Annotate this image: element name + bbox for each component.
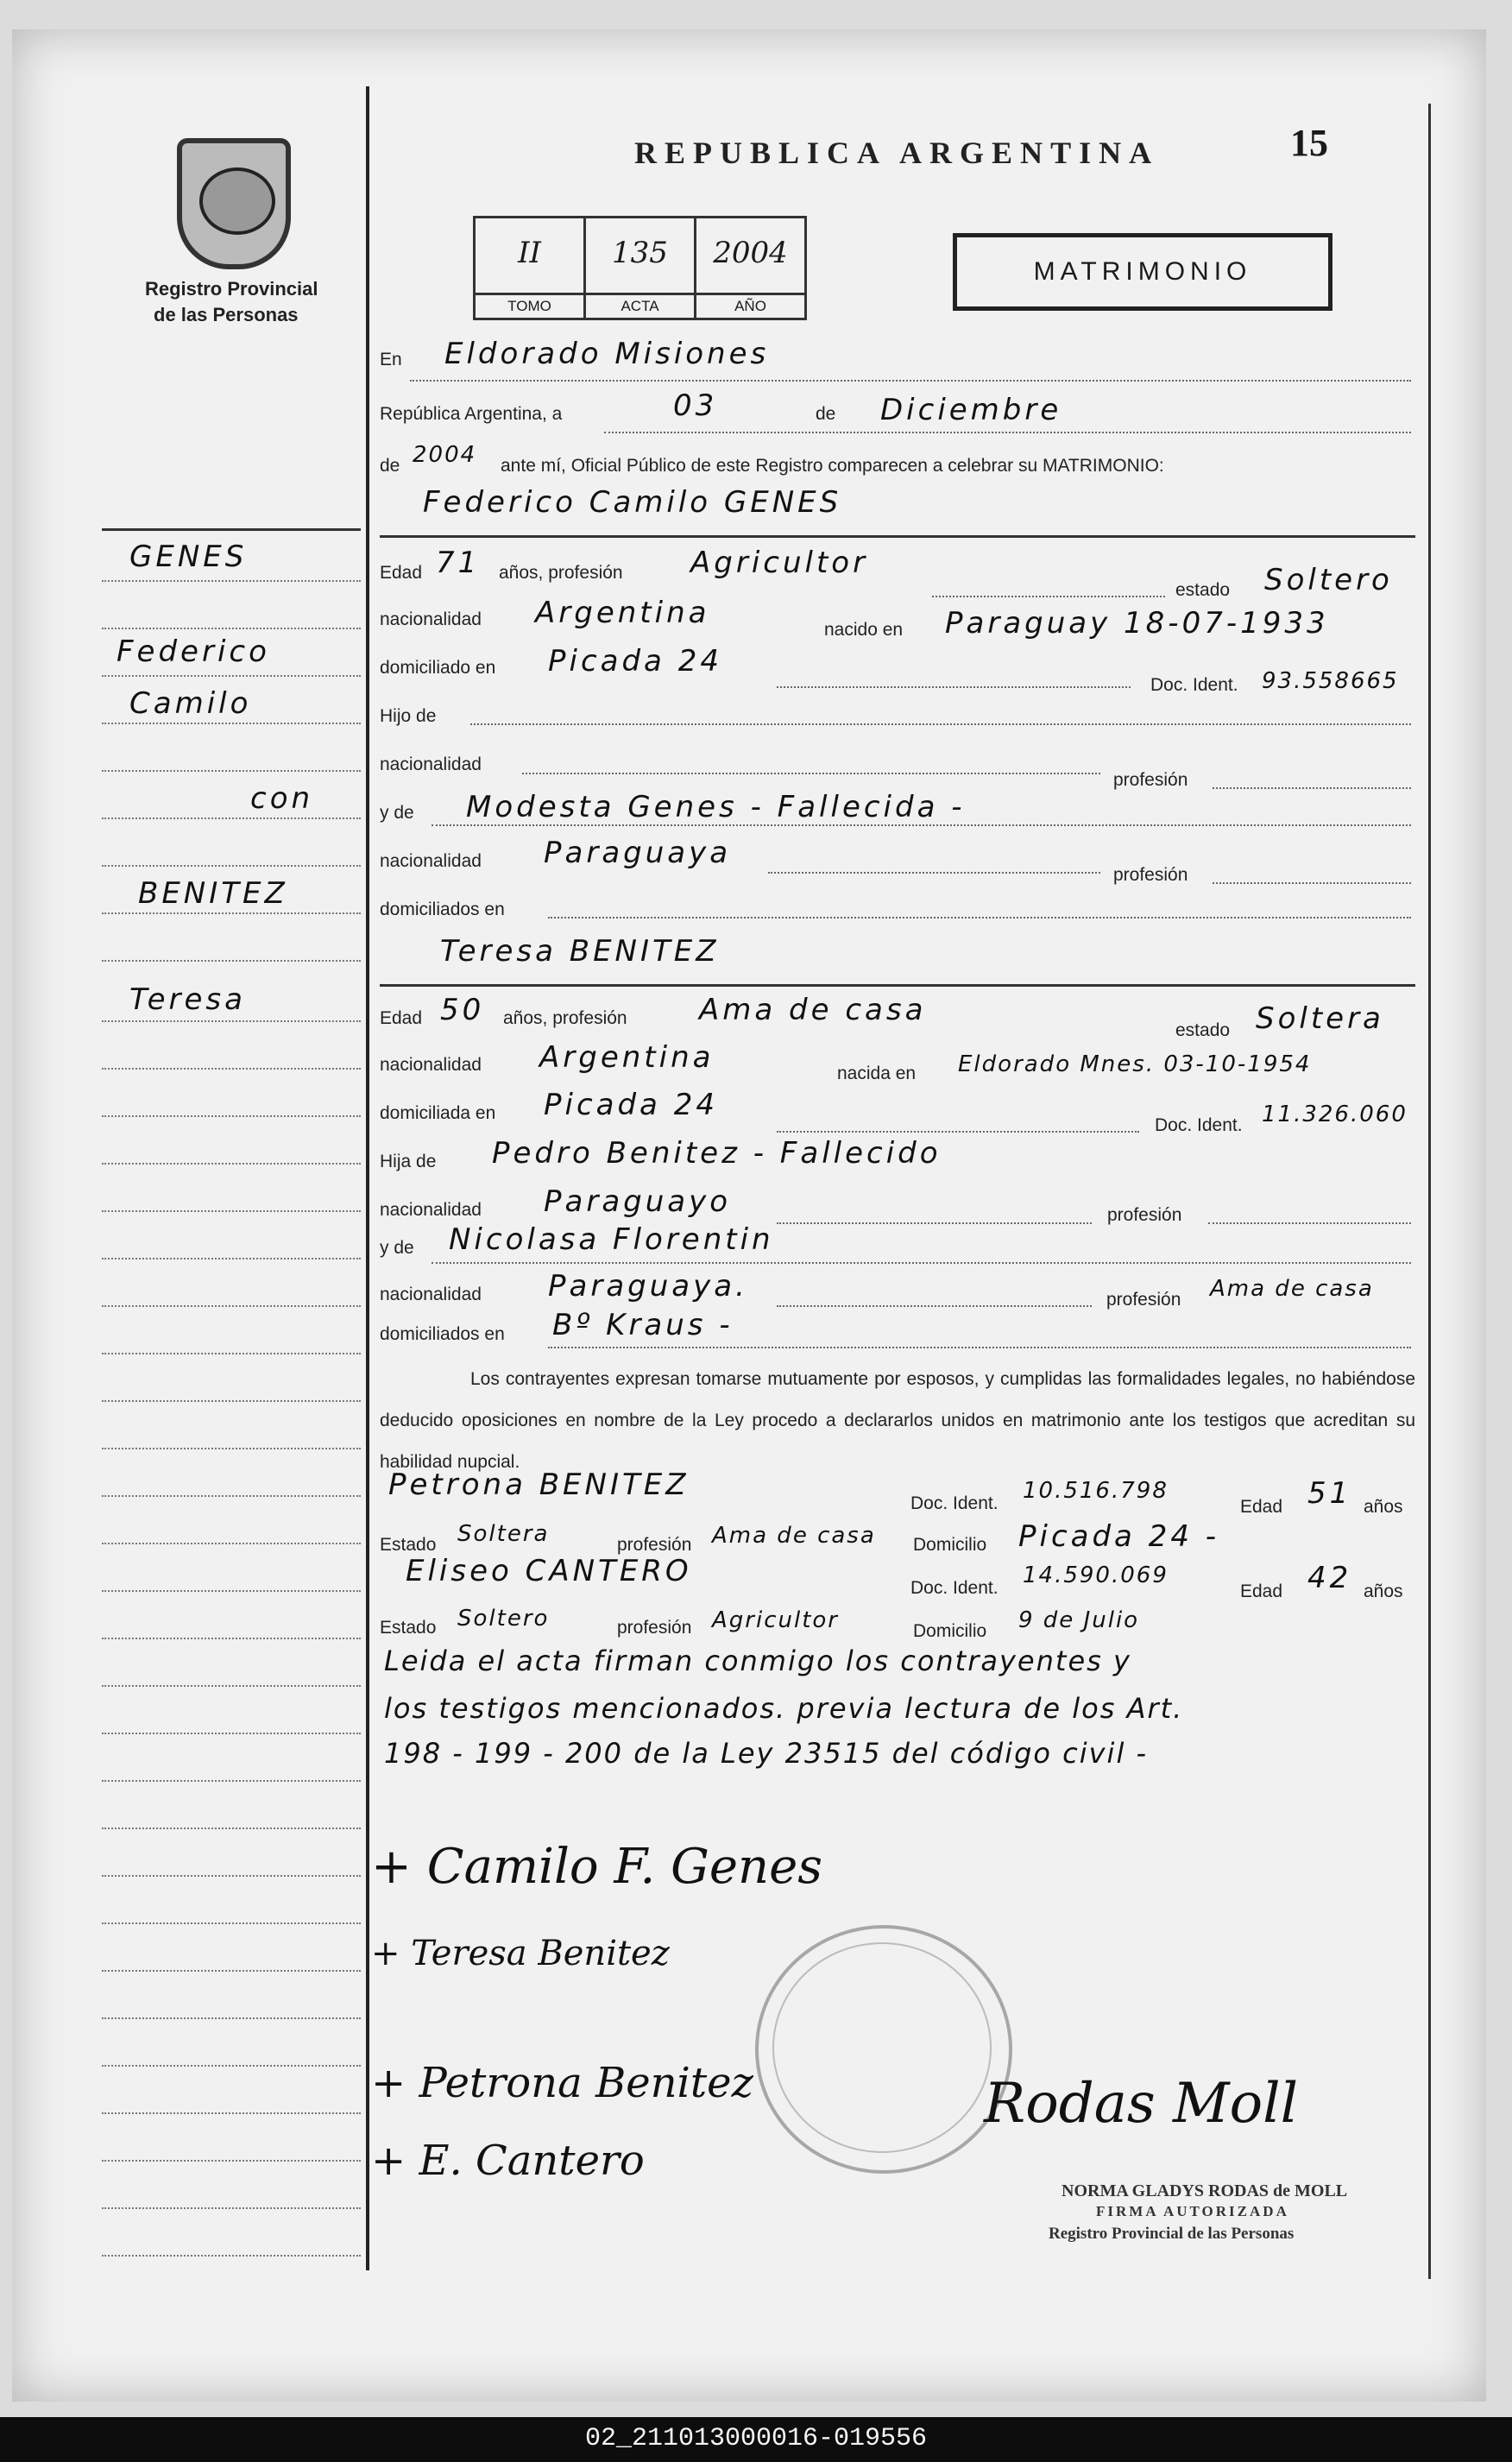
groom-father-nac-label: nacionalidad: [380, 754, 482, 774]
margin-groom-first: Federico: [117, 634, 270, 669]
bride-parents-address: Bº Kraus -: [552, 1308, 734, 1342]
witness2-estado-label: Estado: [380, 1618, 437, 1638]
groom-age: 71: [436, 546, 481, 580]
footer-id: 02_211013000016-019556: [584, 2424, 928, 2453]
country-title: REPUBLICA ARGENTINA: [634, 136, 1160, 170]
groom-address: Picada 24: [548, 644, 722, 679]
groom-mother-nac-label: nacionalidad: [380, 851, 482, 871]
witness2-address: 9 de Julio: [1018, 1607, 1140, 1633]
witness2-edad-label: Edad: [1240, 1581, 1283, 1601]
day-value: 03: [673, 388, 718, 423]
bride-mother: Nicolasa Florentin: [449, 1222, 774, 1257]
witness2-age: 42: [1307, 1561, 1352, 1595]
republica-label: República Argentina, a: [380, 404, 563, 424]
witness1-status: Soltera: [457, 1521, 550, 1547]
de-year-label: de: [380, 456, 400, 476]
bride-parents-dom-label: domiciliados en: [380, 1324, 505, 1344]
witness1-edad-label: Edad: [1240, 1497, 1283, 1517]
witness1-anos-label: años: [1364, 1497, 1403, 1517]
margin-groom-second: Camilo: [129, 686, 252, 721]
bride-edad-label: Edad: [380, 1008, 423, 1028]
place-value: Eldorado Misiones: [444, 337, 770, 371]
margin-bride-surname: BENITEZ: [138, 876, 288, 911]
witness1-estado-label: Estado: [380, 1535, 437, 1555]
groom-father-prof-label: profesión: [1113, 770, 1188, 790]
registry-line2: de las Personas: [154, 304, 299, 325]
legal-statement: Los contrayentes expresan tomarse mutuamente por esposos, y cumplidas las formalidades legales, no habiéndose deducido oposiciones en nombre de la Ley procedo a declararlos unidos en matrimonio ante los testigos que acreditan su habilidad nupcial.: [380, 1369, 1415, 1472]
provincial-seal-icon: [177, 138, 291, 269]
closing-line-2: los testigos mencionados. previa lectura de los Art.: [384, 1692, 1184, 1725]
margin-rule: [102, 528, 361, 531]
bride-mother-prof-label: profesión: [1106, 1290, 1181, 1310]
groom-hijo-label: Hijo de: [380, 706, 437, 726]
intro-text: ante mí, Oficial Público de este Registro comparecen a celebrar su MATRIMONIO:: [501, 456, 1164, 476]
groom-dom-label: domiciliado en: [380, 658, 496, 678]
bride-yde-label: y de: [380, 1238, 414, 1258]
groom-estado-label: estado: [1175, 580, 1231, 600]
bride-father-prof-label: profesión: [1107, 1205, 1182, 1225]
witness2-profession: Agricultor: [712, 1607, 839, 1633]
bride-signature: + Teresa Benitez: [371, 1934, 670, 1973]
groom-parents-dom-label: domiciliados en: [380, 900, 505, 919]
official-signature: Rodas Moll: [984, 2072, 1299, 2136]
groom-edad-label: Edad: [380, 563, 423, 583]
witness2-doc-label: Doc. Ident.: [910, 1578, 999, 1598]
margin-bride-first: Teresa: [129, 982, 246, 1017]
groom-nac-label: nacionalidad: [380, 609, 482, 629]
bride-father-nationality: Paraguayo: [544, 1184, 732, 1219]
witness2-name: Eliseo CANTERO: [406, 1554, 692, 1588]
witness2-dom-label: Domicilio: [913, 1621, 987, 1641]
groom-mother-nationality: Paraguaya: [544, 836, 732, 870]
witness1-age: 51: [1307, 1476, 1352, 1511]
bride-father: Pedro Benitez - Fallecido: [492, 1136, 942, 1171]
groom-doc-label: Doc. Ident.: [1150, 675, 1238, 695]
bride-estado-label: estado: [1175, 1020, 1231, 1040]
right-border: [1428, 104, 1431, 2279]
bride-hija-label: Hija de: [380, 1152, 437, 1171]
bride-address: Picada 24: [544, 1088, 718, 1122]
bride-nacida-label: nacida en: [837, 1064, 917, 1083]
margin-divider: [366, 86, 369, 2270]
groom-profession: Agricultor: [690, 546, 869, 580]
witness1-signature: + Petrona Benitez: [371, 2059, 753, 2107]
witness1-dom-label: Domicilio: [913, 1535, 987, 1555]
groom-mother-prof-label: profesión: [1113, 865, 1188, 885]
official-role: FIRMA AUTORIZADA: [1096, 2203, 1289, 2219]
tomo-box: II TOMO: [476, 218, 586, 318]
bride-doc-label: Doc. Ident.: [1155, 1115, 1243, 1135]
bride-father-nac-label: nacionalidad: [380, 1200, 482, 1220]
bride-mother-profession: Ama de casa: [1210, 1276, 1374, 1302]
witness2-doc: 14.590.069: [1023, 1562, 1169, 1588]
groom-signature: + Camilo F. Genes: [371, 1839, 822, 1895]
groom-nationality: Argentina: [535, 596, 710, 630]
groom-nacido-label: nacido en: [824, 620, 904, 640]
de-label: de: [816, 404, 836, 424]
ano-box: 2004 AÑO: [696, 218, 804, 318]
act-type-box: MATRIMONIO: [953, 233, 1332, 311]
witness2-signature: + E. Cantero: [371, 2137, 645, 2185]
page-number: 15: [1290, 122, 1328, 164]
witness2-status: Soltero: [457, 1606, 550, 1632]
witness1-doc-label: Doc. Ident.: [910, 1493, 999, 1513]
groom-status: Soltero: [1264, 563, 1393, 597]
margin-groom-surname: GENES: [129, 540, 248, 574]
record-boxes: [473, 216, 807, 320]
official-name: NORMA GLADYS RODAS de MOLL: [1062, 2181, 1348, 2200]
registry-line1: Registro Provincial: [145, 278, 318, 300]
groom-doc: 93.558665: [1262, 668, 1399, 694]
bride-nationality: Argentina: [539, 1040, 715, 1075]
bride-age: 50: [440, 993, 485, 1027]
margin-connector: con: [250, 781, 314, 816]
groom-birth: Paraguay 18-07-1933: [945, 606, 1329, 641]
closing-line-1: Leida el acta firman conmigo los contrayentes y: [384, 1644, 1131, 1677]
bride-status: Soltera: [1256, 1001, 1384, 1036]
closing-line-3: 198 - 199 - 200 de la Ley 23515 del código civil -: [384, 1737, 1149, 1770]
year-value: 2004: [413, 442, 477, 468]
official-office: Registro Provincial de las Personas: [1049, 2225, 1295, 2243]
bride-mother-nac-label: nacionalidad: [380, 1285, 482, 1304]
bride-birth: Eldorado Mnes. 03-10-1954: [958, 1051, 1312, 1077]
groom-full-name: Federico Camilo GENES: [423, 485, 842, 520]
groom-yde-label: y de: [380, 803, 414, 823]
bride-doc: 11.326.060: [1262, 1102, 1408, 1127]
witness1-prof-label: profesión: [617, 1535, 692, 1555]
en-label: En: [380, 350, 402, 369]
witness1-doc: 10.516.798: [1023, 1478, 1169, 1504]
bride-dom-label: domiciliada en: [380, 1103, 496, 1123]
witness1-name: Petrona BENITEZ: [388, 1468, 690, 1502]
bride-mother-nationality: Paraguaya.: [548, 1269, 748, 1304]
witness1-profession: Ama de casa: [712, 1523, 876, 1549]
bride-profession: Ama de casa: [699, 993, 927, 1027]
bride-full-name: Teresa BENITEZ: [440, 934, 720, 969]
witness2-prof-label: profesión: [617, 1618, 692, 1638]
acta-box: 135 ACTA: [586, 218, 696, 318]
bride-prof-label: años, profesión: [503, 1008, 627, 1028]
document-page: [12, 29, 1486, 2402]
groom-prof-label: años, profesión: [499, 563, 623, 583]
witness1-address: Picada 24 -: [1018, 1519, 1220, 1554]
official-stamp-inner-icon: [772, 1942, 992, 2153]
month-value: Diciembre: [880, 393, 1062, 427]
bride-nac-label: nacionalidad: [380, 1055, 482, 1075]
groom-mother: Modesta Genes - Fallecida -: [466, 790, 966, 824]
witness2-anos-label: años: [1364, 1581, 1403, 1601]
